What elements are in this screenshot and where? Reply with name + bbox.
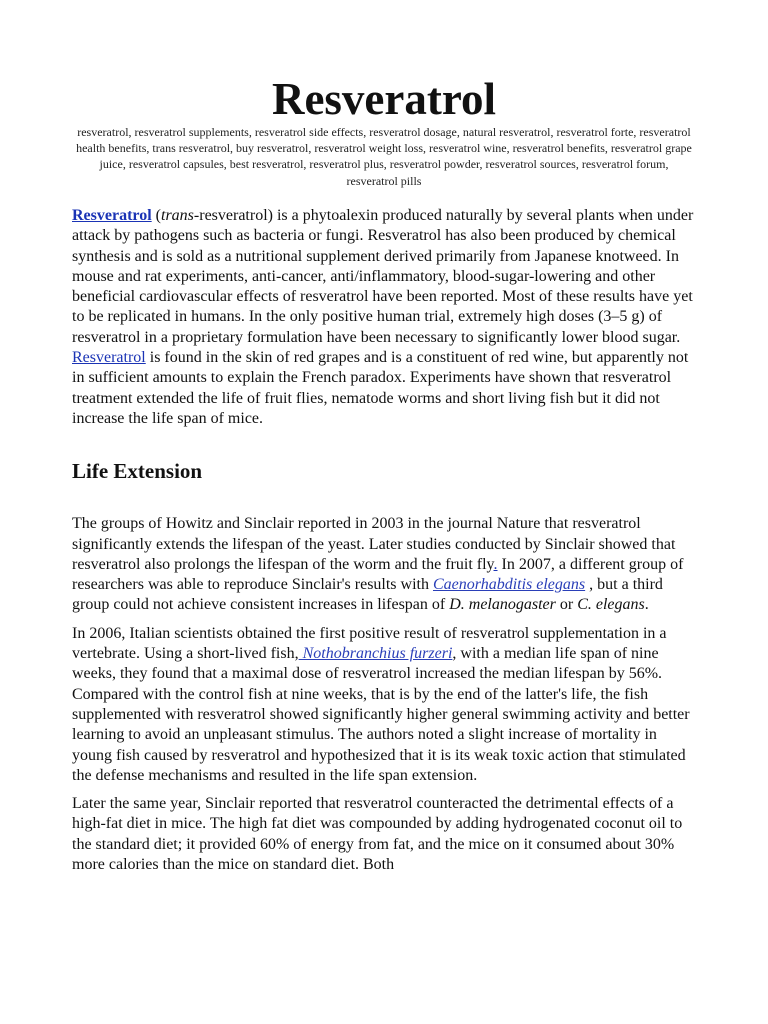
resveratrol-link[interactable]: Resveratrol xyxy=(72,207,152,224)
intro-paragraph xyxy=(72,206,700,429)
para1-text-3: , but a third group could not achieve consistent increases in lifespan of xyxy=(72,576,663,614)
para1-text-2: In 2007, a different group of researchers was able to reproduce Sinclair's results with xyxy=(72,555,684,594)
para2-text-1: In 2006, Italian scientists obtained the first positive result of resveratrol supplementation in a vertebrate. Using a short-lived fish, xyxy=(72,624,667,663)
life-extension-paragraph-2 xyxy=(72,624,700,786)
page-title: Resveratrol xyxy=(271,74,497,124)
keywords-line: resveratrol, resveratrol supplements, resveratrol side effects, resveratrol dosage, natural resveratrol, resveratrol forte, resveratrol health benefits, trans resveratrol, buy resveratrol, resveratrol weight loss, resveratrol wine, resveratrol benefits, resveratrol grape juice, resveratrol capsules, best resveratrol, resveratrol plus, resveratrol powder, resveratrol sources, resveratrol forum, resveratrol pills xyxy=(76,125,692,188)
section-heading-life-extension: Life Extension xyxy=(72,459,203,484)
nothobranchius-furzeri-link[interactable]: Nothobranchius furzeri xyxy=(298,645,453,663)
article-body xyxy=(72,206,700,883)
intro-text-2: is found in the skin of red grapes and is a constituent of red wine, but apparently not in sufficient amounts to explain the French paradox. Experiments have shown that resveratrol treatment extended the life of fruit flies, nematode worms and short living fish but it did not increase the life span of mice. xyxy=(72,349,689,427)
fruit-fly-reference-link[interactable]: . xyxy=(493,555,498,573)
species-d-melanogaster: D. melanogaster xyxy=(449,596,556,614)
species-c-elegans: C. elegans xyxy=(577,596,645,614)
caenorhabditis-elegans-link[interactable]: Caenorhabditis elegans xyxy=(432,576,586,594)
para1-or: or xyxy=(555,596,578,614)
life-extension-paragraph-3: Later the same year, Sinclair reported that resveratrol counteracted the detrimental effects of a high-fat diet in mice. The high fat diet was compounded by adding hydrogenated coconut oil to the standard diet; it provided 60% of energy from fat, and the mice on it consumed about 30% more calories than the mice on standard diet. Both xyxy=(72,795,683,874)
resveratrol-link-2[interactable]: Resveratrol xyxy=(72,349,146,367)
intro-text-1: -resveratrol) is a phytoalexin produced naturally by several plants when under attack by pathogens such as bacteria or fungi. Resveratrol has also been produced by chemical synthesis and is sold as a nutritional supplement derived primarily from Japanese knotweed. In mouse and rat experiments, anti-cancer, anti/inflammatory, blood-sugar-lowering and other beneficial cardiovascular effects of resveratrol have been reported. Most of these results have yet to be replicated in humans. In the only positive human trial, extremely high doses (3–5 g) of resveratrol in a proprietary formulation have been necessary to significantly lower blood sugar. xyxy=(72,207,694,346)
para1-end: . xyxy=(644,596,649,614)
intro-open-paren: ( xyxy=(151,207,161,224)
trans-term: trans xyxy=(161,207,194,224)
life-extension-paragraph-1 xyxy=(72,514,700,615)
para2-text-2: , with a median life span of nine weeks, they found that a maximal dose of resveratrol increased the median lifespan by 56%. Compared with the control fish at nine weeks, that is by the end of the latter's life, the fish supplemented with resveratrol showed significantly higher general swimming activity and better learning to avoid an unpleasant stimulus. The authors noted a slight increase of mortality in young fish caused by resveratrol and hypothesized that it is its weak toxic action that stimulated the defense mechanisms and resulted in the life span extension. xyxy=(72,645,690,784)
para1-text-1: The groups of Howitz and Sinclair reported in 2003 in the journal Nature that resveratrol significantly extends the lifespan of the yeast. Later studies conducted by Sinclair showed that resveratrol also prolongs the lifespan of the worm and the fruit fly xyxy=(72,515,676,573)
